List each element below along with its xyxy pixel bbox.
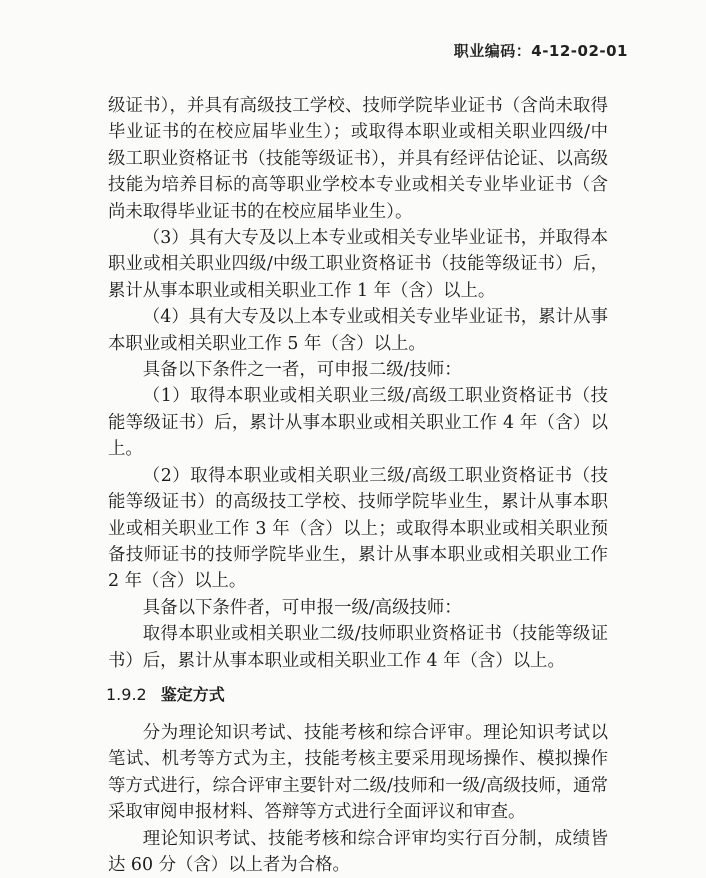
paragraph: 理论知识考试、技能考核和综合评审均实行百分制，成绩皆达 60 分（含）以上者为合格。 xyxy=(108,828,608,875)
paragraph: （3）具有大专及以上本专业或相关专业毕业证书，并取得本职业或相关职业四级/中级工职业资格证书（技能等级证书）后，累计从事本职业或相关职业工作 1 年（含）以上。 xyxy=(108,228,608,301)
paragraph: （4）具有大专及以上本专业或相关专业毕业证书，累计从事本职业或相关职业工作 5 年（含）以上。 xyxy=(108,307,608,354)
occupation-code: 职业编码：4-12-02-01 xyxy=(453,42,628,60)
paragraph: 级证书），并具有高级技工学校、技师学院毕业证书（含尚未取得毕业证书的在校应届毕业生）；或取得本职业或相关职业四级/中级工职业资格证书（技能等级证书），并具有经评估论证、以高级技能为培养目标的高等职业学校本专业或相关专业毕业证书（含尚未取得毕业证书的在校应届毕业生）。 xyxy=(108,96,608,222)
paragraph: 具备以下条件者，可申报一级/高级技师： xyxy=(142,597,462,618)
paragraph: （2）取得本职业或相关职业三级/高级工职业资格证书（技能等级证书）的高级技工学校、技师学院毕业生，累计从事本职业或相关职业工作 3 年（含）以上；或取得本职业或相关职业预备技师证书的技师学院毕业生，累计从事本职业或相关职业工作 2 年（含）以上。 xyxy=(108,465,608,592)
paragraph: 具备以下条件之一者，可申报二级/技师： xyxy=(142,360,462,381)
paragraph: 取得本职业或相关职业二级/技师职业资格证书（技能等级证书）后，累计从事本职业或相关职业工作 4 年（含）以上。 xyxy=(108,624,608,671)
paragraph: 分为理论知识考试、技能考核和综合评审。理论知识考试以笔试、机考等方式为主，技能考核主要采用现场操作、模拟操作等方式进行，综合评审主要针对二级/技师和一级/高级技师，通常采取审阅申报材料、答辩等方式进行全面评议和审查。 xyxy=(108,722,608,823)
section-title: 鉴定方式 xyxy=(160,684,225,704)
paragraph: （1）取得本职业或相关职业三级/高级工职业资格证书（技能等级证书）后，累计从事本职业或相关职业工作 4 年（含）以上。 xyxy=(108,386,608,460)
section-heading xyxy=(106,682,608,708)
section-number: 1.9.2 xyxy=(106,684,147,704)
document-body xyxy=(108,93,608,878)
